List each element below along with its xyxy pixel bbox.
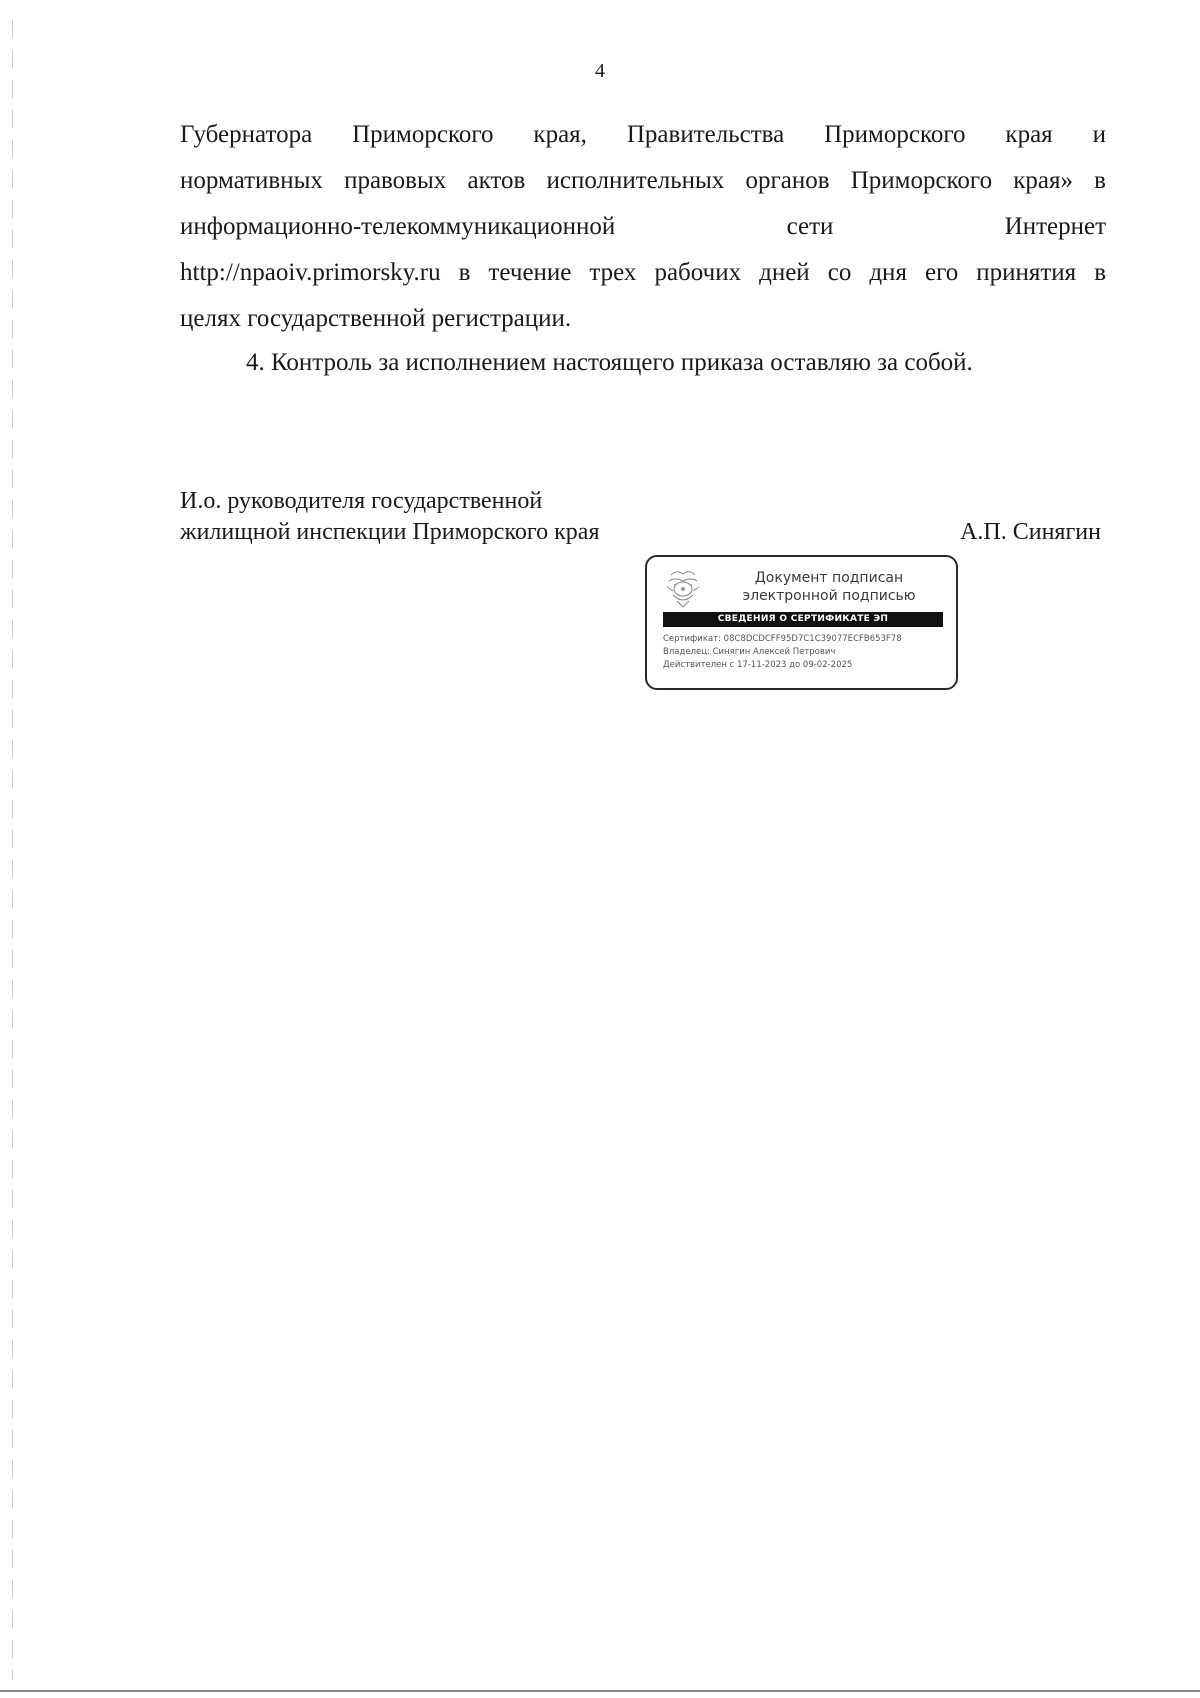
signer-title-line-1: И.о. руководителя государственной bbox=[180, 488, 543, 514]
word: края bbox=[1005, 121, 1053, 148]
body-line-4: http://npaoiv.primorsky.ru в течение трех рабочих дней со дня его принятия в bbox=[180, 259, 1106, 286]
paragraph-item-4: 4. Контроль за исполнением настоящего приказа оставляю за собой. bbox=[246, 349, 973, 376]
esign-details bbox=[663, 633, 902, 672]
word: Приморского bbox=[824, 121, 966, 148]
word: Приморского bbox=[352, 121, 494, 148]
esign-certificate-bar: СВЕДЕНИЯ О СЕРТИФИКАТЕ ЭП bbox=[663, 612, 943, 627]
esign-owner: Владелец: Синягин Алексей Петрович bbox=[663, 647, 836, 657]
word: Интернет bbox=[1004, 213, 1106, 240]
esign-certificate: Сертификат: 08C8DCDCFF95D7C1C39077ECFB653F78 bbox=[663, 634, 902, 644]
electronic-signature-stamp bbox=[645, 555, 958, 690]
left-margin-scan-line bbox=[12, 20, 13, 1680]
word: информационно-телекоммуникационной bbox=[180, 213, 616, 240]
coat-of-arms-icon bbox=[663, 565, 703, 609]
body-line-5: целях государственной регистрации. bbox=[180, 305, 572, 332]
signer-title-line-2: жилищной инспекции Приморского края bbox=[180, 519, 600, 545]
word: сети bbox=[786, 213, 834, 240]
body-line-1 bbox=[180, 112, 1106, 158]
word: и bbox=[1092, 121, 1106, 148]
body-paragraph bbox=[180, 112, 1106, 342]
word: Губернатора bbox=[180, 121, 313, 148]
esign-heading-line-1: Документ подписан bbox=[754, 570, 904, 586]
bottom-edge-line bbox=[0, 1690, 1200, 1692]
signer-title bbox=[180, 486, 600, 548]
esign-heading-line-2: электронной подписью bbox=[742, 588, 916, 604]
page-number: 4 bbox=[595, 60, 605, 82]
signer-name: А.П. Синягин bbox=[960, 519, 1101, 545]
body-line-3 bbox=[180, 204, 1106, 250]
word: Правительства bbox=[626, 121, 785, 148]
esign-validity: Действителен с 17-11-2023 до 09-02-2025 bbox=[663, 660, 853, 670]
esign-heading bbox=[709, 569, 949, 605]
body-line-2: нормативных правовых актов исполнительных органов Приморского края» в bbox=[180, 167, 1106, 194]
word: края, bbox=[533, 121, 587, 148]
